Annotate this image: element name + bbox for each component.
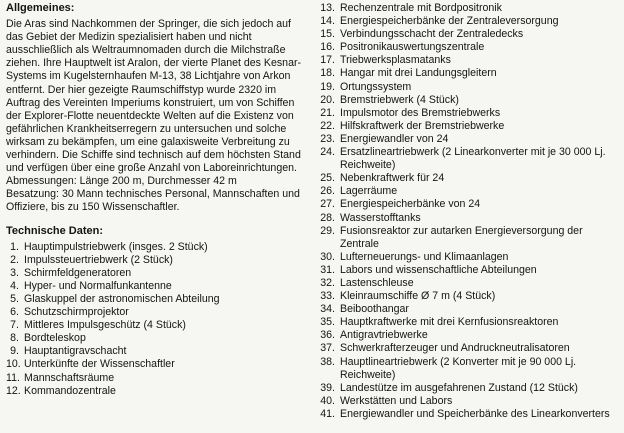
list-item [6,372,302,385]
item-text: Hyper- und Normalfunkantenne [24,279,172,292]
description-paragraph: Die Aras sind Nachkommen der Springer, die sich jedoch auf das Gebiet der Medizin spezialisiert haben und nicht ausschließlich als Weltraumnomaden durch die Milchstraße ziehen. Ihre Hauptwelt ist Aralon, der vierte Planet des Kesnar-Systems im Kugelsternhaufen M-13, 38 Lichtjahre von Arkon entfernt. Der hier gezeigte Raumschiffstyp wurde 2320 im Auftrag des Vereinten Imperiums konstruiert, um von Schiffen der Explorer-Flotte neuentdeckte Welten auf die Existenz von gefährlichen Krankheitserregern zu untersuchen und solche wirksam zu bekämpfen, um eine galaxisweite Verbreitung zu verhindern. Die Schiffe sind technisch auf dem höchsten Stand und verfügen über eine große Anzahl von Laboreinrichtungen. [6,18,302,175]
item-number: 35. [320,316,335,329]
item-text: Beiboothangar [340,303,409,316]
list-item [315,185,619,198]
list-item [6,306,302,319]
item-text: Kommandozentrale [24,384,116,397]
item-number: 8. [10,332,19,345]
list-item [315,2,619,15]
item-number: 36. [320,329,335,342]
list-item [315,133,619,146]
item-number: 40. [320,394,335,407]
item-number: 34. [320,303,335,316]
allgemeines-text [6,18,302,214]
item-number: 33. [320,290,335,303]
item-text: Glaskuppel der astronomischen Abteilung [24,292,220,305]
list-item [6,293,302,306]
item-number: 37. [320,342,335,355]
list-item [315,146,619,172]
left-column [6,2,302,398]
item-number: 23. [320,132,335,145]
item-text: Schwerkrafterzeuger und Andruckneutralisatoren [340,342,570,355]
item-text: Kleinraumschiffe Ø 7 m (4 Stück) [340,290,496,303]
item-number: 21. [320,106,335,119]
item-text: Werkstätten und Labors [340,394,453,407]
item-text: Energiespeicherbänke der Zentraleversorgung [340,15,559,28]
item-text: Fusionsreaktor zur autarken Energieversorgung der Zentrale [340,224,583,250]
list-item [315,28,619,41]
item-text: Mannschaftsräume [24,371,115,384]
item-number: 19. [320,80,335,93]
list-item [6,319,302,332]
list-item [6,345,302,358]
item-text: Nebenkraftwerk für 24 [340,172,445,185]
item-number: 29. [320,224,335,237]
list-item [315,264,619,277]
list-item [6,254,302,267]
item-text: Hauptantigravschacht [24,345,127,358]
list-item [6,241,302,254]
list-item [6,267,302,280]
item-text: Lagerräume [340,185,398,198]
item-number: 3. [10,266,19,279]
tech-list-right [315,2,619,421]
item-number: 12. [6,384,21,397]
list-item [315,251,619,264]
tech-list-left [6,241,302,398]
list-item [315,15,619,28]
item-text: Bordteleskop [24,332,86,345]
list-item [315,67,619,80]
item-number: 2. [10,253,19,266]
item-number: 39. [320,381,335,394]
list-item [315,198,619,211]
dimensions-line: Abmessungen: Länge 200 m, Durchmesser 42 m [6,175,237,188]
item-text: Ersatzlineartriebwerk (2 Linearkonverter mit je 30 000 Lj. Reichweite) [340,146,606,172]
list-item [315,408,619,421]
item-number: 7. [10,319,19,332]
item-text: Mittleres Impulsgeschütz (4 Stück) [24,319,186,332]
list-item [315,41,619,54]
crew-line: Besatzung: 30 Mann technisches Personal, Mannschaften und Offiziere, bis zu 150 Wissenschaftler. [6,188,300,214]
item-text: Lufterneuerungs- und Klimaanlagen [340,250,509,263]
item-text: Energiespeicherbänke von 24 [340,198,481,211]
list-item [315,94,619,107]
item-text: Schirmfeldgeneratoren [24,266,132,279]
item-number: 9. [10,345,19,358]
list-item [315,172,619,185]
list-item [315,120,619,133]
item-text: Antigravtriebwerke [340,329,428,342]
item-text: Verbindungsschacht der Zentraledecks [340,28,524,41]
item-text: Rechenzentrale mit Bordpositronik [340,2,502,14]
list-item [6,385,302,398]
item-text: Hangar mit drei Landungsgleitern [340,67,497,80]
allgemeines-heading: Allgemeines: [6,2,75,14]
item-number: 30. [320,250,335,263]
list-item [315,342,619,355]
item-number: 16. [320,41,335,54]
item-number: 5. [10,292,19,305]
list-item [6,280,302,293]
item-text: Unterkünfte der Wissenschaftler [24,358,175,371]
list-item [315,303,619,316]
item-text: Hauptlineartriebwerk (2 Konverter mit je 90 000 Lj. Reichweite) [340,355,577,381]
list-item [315,277,619,290]
item-number: 31. [320,263,335,276]
item-text: Bremstriebwerk (4 Stück) [340,93,459,106]
item-text: Hauptkraftwerke mit drei Kernfusionsreaktoren [340,316,559,329]
item-text: Triebwerksplasmatanks [340,54,451,67]
item-text: Hauptimpulstriebwerk (insges. 2 Stück) [24,240,208,253]
item-text: Wasserstofftanks [340,211,421,224]
right-column [315,2,619,421]
item-number: 41. [320,407,335,420]
list-item [315,329,619,342]
item-number: 1. [10,240,19,253]
list-item [315,395,619,408]
item-text: Ortungssystem [340,80,412,93]
list-item [315,225,619,251]
item-text: Labors und wissenschaftliche Abteilungen [340,263,537,276]
technische-daten-heading: Technische Daten: [6,224,103,237]
item-number: 4. [10,279,19,292]
list-item [315,316,619,329]
item-number: 15. [320,28,335,41]
list-item [315,81,619,94]
list-item [315,382,619,395]
list-item [6,358,302,371]
item-text: Energiewandler von 24 [340,132,449,145]
item-number: 27. [320,198,335,211]
item-number: 17. [320,54,335,67]
item-number: 25. [320,172,335,185]
item-text: Impulssteuertriebwerk (2 Stück) [24,253,173,266]
list-item [315,54,619,67]
item-number: 26. [320,185,335,198]
item-number: 10. [6,358,21,371]
item-text: Positronikauswertungszentrale [340,41,485,54]
item-text: Landestütze im ausgefahrenen Zustand (12 Stück) [340,381,578,394]
item-number: 32. [320,276,335,289]
item-number: 22. [320,119,335,132]
item-text: Energiewandler und Speicherbänke des Linearkonverters [340,407,610,420]
item-number: 11. [6,371,20,384]
list-item [315,212,619,225]
item-number: 13. [320,2,335,14]
item-number: 20. [320,93,335,106]
item-text: Impulsmotor des Bremstriebwerks [340,106,501,119]
list-item [315,290,619,303]
item-number: 38. [320,355,335,368]
list-item [6,332,302,345]
list-item [315,356,619,382]
item-text: Lastenschleuse [340,276,414,289]
item-text: Hilfskraftwerk der Bremstriebwerke [340,119,505,132]
item-number: 28. [320,211,335,224]
item-number: 6. [10,306,19,319]
item-number: 18. [320,67,335,80]
item-number: 24. [320,146,335,159]
list-item [315,107,619,120]
item-number: 14. [320,15,335,28]
item-text: Schutzschirmprojektor [24,306,129,319]
